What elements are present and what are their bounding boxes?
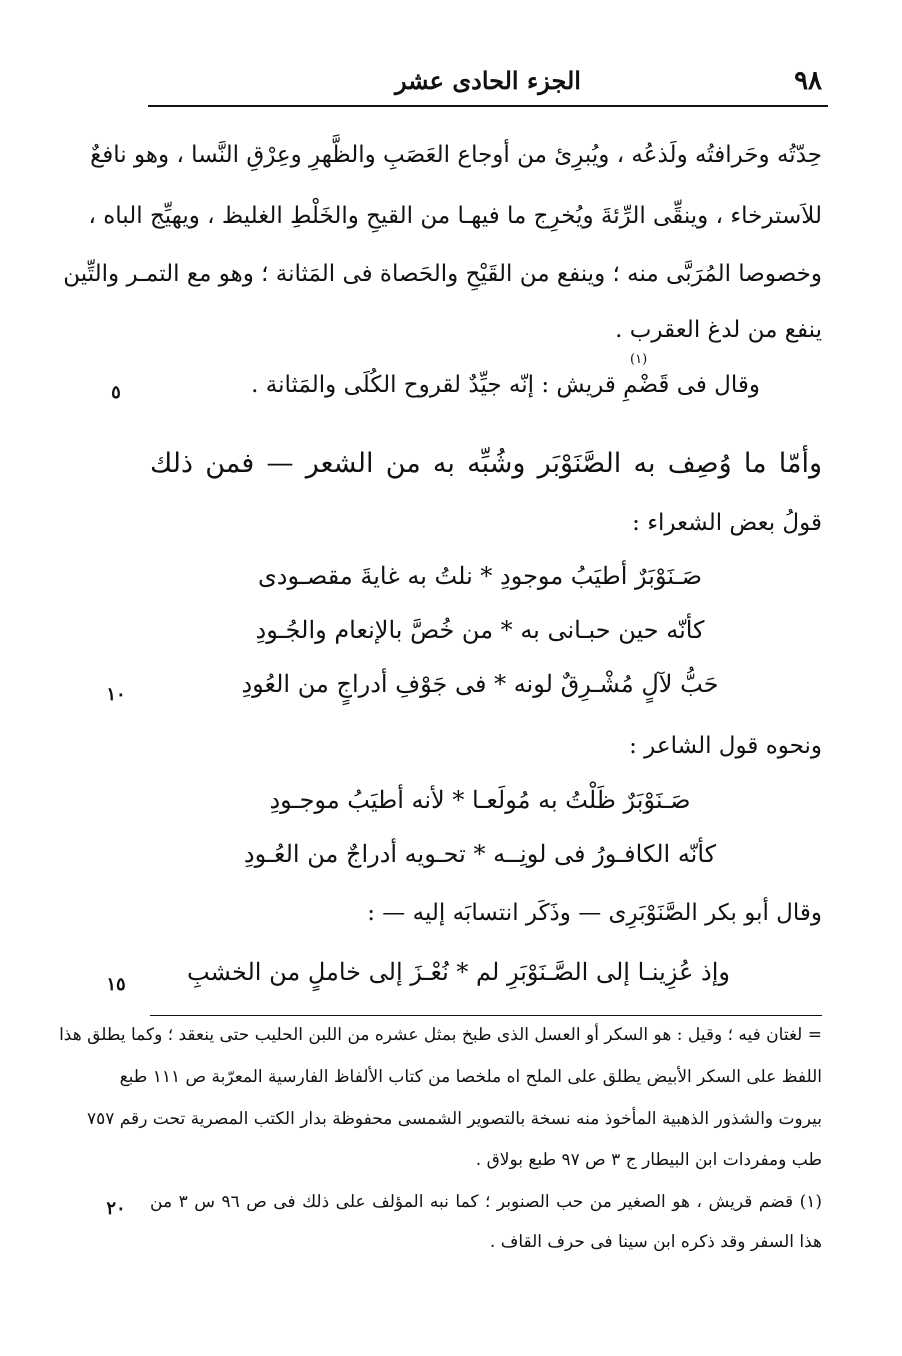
line-number-20: ٢٠	[106, 1198, 126, 1219]
verse-line: كأنّه الكافـورُ فى لونِــه * تحـويه أدراجٌ من العُـودِ	[243, 840, 717, 868]
header-rule	[148, 105, 828, 107]
footnote-mark: (١)	[630, 352, 648, 367]
intro-line: ونحوه قول الشاعر :	[629, 733, 822, 759]
footnote-rule	[150, 1015, 822, 1016]
intro-line: قولُ بعض الشعراء :	[632, 510, 822, 536]
body-line: حِدّتُه وحَرافتُه ولَذعُه ، ويُبرِئ من أوجاع العَصَبِ والظَّهرِ وعِرْقِ النَّسا ، وهو نافعٌ	[90, 142, 822, 168]
body-line: للاَسترخاء ، وينقِّى الرِّئةَ ويُخرِج ما فيهـا من القيحِ والخَلْطِ الغليظ ، ويهيِّج الباه ،	[88, 203, 822, 229]
footnote-line: = لغتان فيه ؛ وقيل : هو السكر أو العسل الذى طبخ بمثل عشره من اللبن الحليب حتى ينعقد ؛ وكما يطلق هذا	[59, 1025, 822, 1045]
page-number: ٩٨	[794, 66, 822, 96]
footnote-line: (١) قضم قريش ، هو الصغير من حب الصنوبر ؛ كما نبه المؤلف على ذلك فى ص ٩٦ س ٣ من	[150, 1192, 822, 1212]
body-line: وخصوصا المُرَبَّى منه ؛ وينفع من القَيْحِ والحَصاة فى المَثانة ؛ وهو مع التمـر والتِّين	[63, 261, 822, 287]
body-line: ينفع من لدغ العقرب .	[615, 317, 822, 343]
kidney-line: وقال فى قَضْمِ قريش : إنّه جيِّدٌ لقروح الكُلَى والمَثانة .	[251, 372, 760, 398]
page-header	[148, 58, 828, 106]
line-number-5: ٥	[111, 382, 121, 403]
footnote-line: اللفظ على السكر الأبيض يطلق على الملح اه ملخصا من كتاب الألفاظ الفارسية المعرّبة ص ١١١ طبع	[119, 1067, 822, 1087]
footnote-line: بيروت والشذور الذهبية المأخوذ منه نسخة بالتصوير الشمسى محفوظة بدار الكتب المصرية تحت رقم ٧٥٧	[86, 1109, 822, 1129]
verse-line: صَـنَوْبَرٌ أطيَبُ موجودِ * نلتُ به غايةَ مقصـودى	[258, 562, 702, 590]
footnote-line: طب ومفردات ابن البيطار ج ٣ ص ٩٧ طبع بولاق .	[475, 1150, 822, 1170]
section-heading: وأمّا ما وُصِف به الصَّنَوْبَر وشُبِّه به من الشعر — فمن ذلك	[150, 448, 822, 479]
verse-line: كأنّه حين حبـانى به * من خُصَّ بالإنعام والجُـودِ	[255, 616, 705, 644]
line-number-15: ١٥	[106, 974, 126, 995]
verse-line: حَبُّ لآلٍ مُشْـرِقٌ لونه * فى جَوْفِ أدراجٍ من العُودِ	[241, 670, 719, 698]
line-number-10: ١٠	[106, 684, 126, 705]
running-title: الجزء الحادى عشر	[395, 66, 581, 95]
verse-line: صَـنَوْبَرٌ ظَلْتُ به مُولَعـا * لأنه أطيَبُ موجـودِ	[269, 786, 691, 814]
footnote-line: هذا السفر وقد ذكره ابن سينا فى حرف القاف .	[489, 1232, 822, 1252]
verse-line: وإذ عُزِينـا إلى الصَّـنَوْبَرِ لم * نُعْـزَ إلى خاملٍ من الخشبِ	[187, 958, 730, 986]
intro-line: وقال أبو بكر الصَّنَوْبَرِى — وذَكَر انتسابَه إليه — :	[367, 900, 822, 926]
